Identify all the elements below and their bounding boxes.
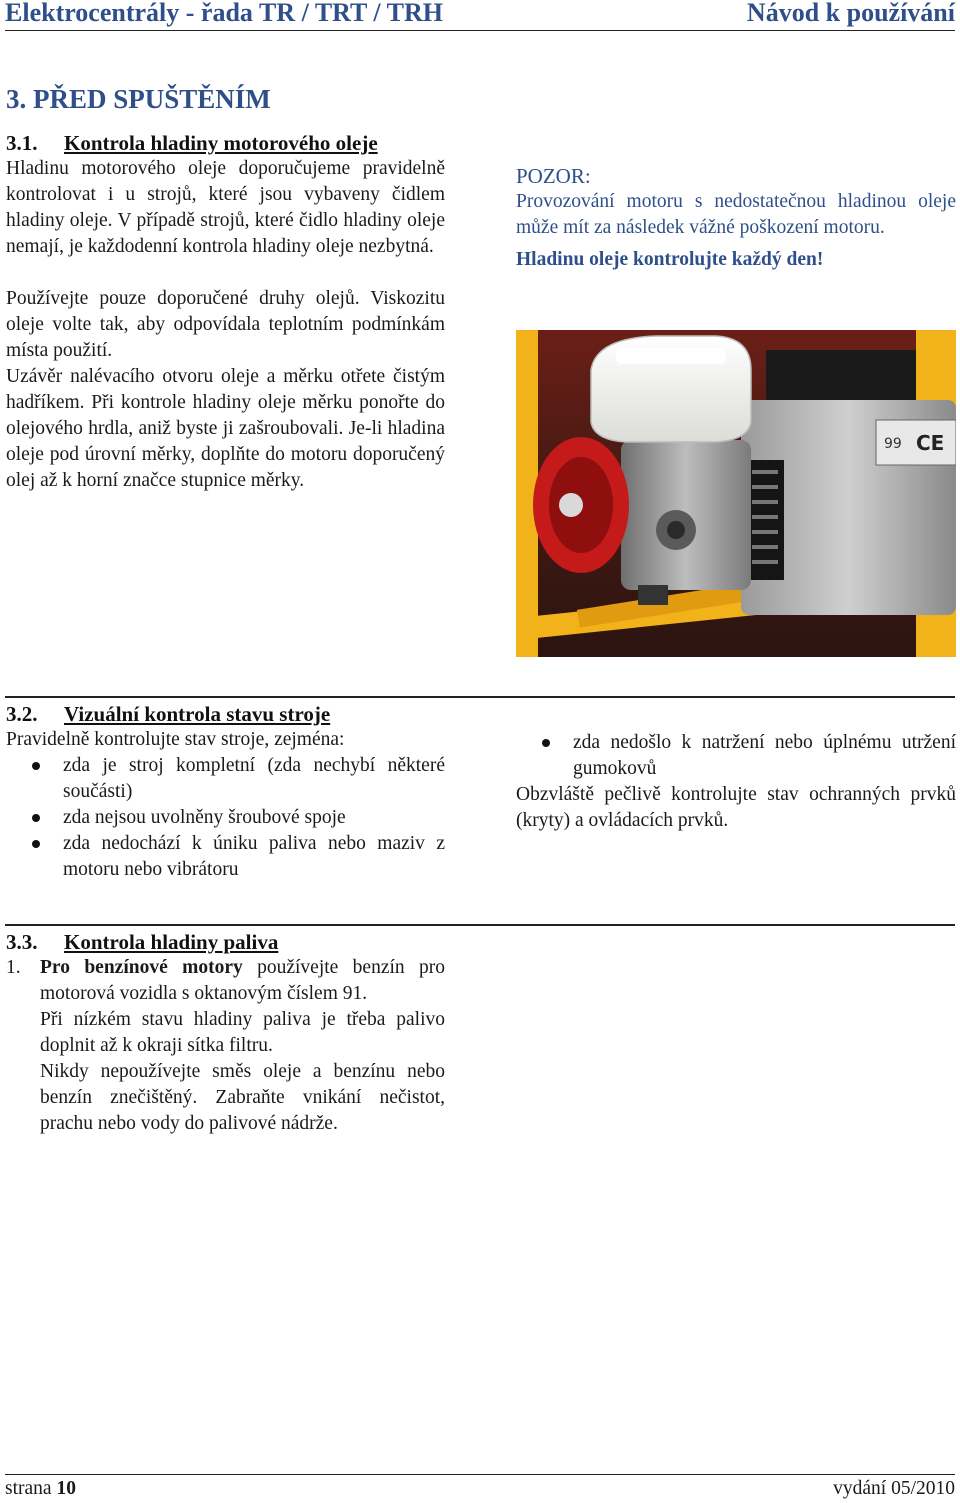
header-title: Elektrocentrály - řada TR / TRT / TRH	[5, 0, 443, 27]
section-3-1-paragraph-2: Používejte pouze doporučené druhy olejů. Viskozitu oleje volte tak, aby odpovídala teplotním podmínkám místa použití.	[6, 288, 445, 361]
bullet-icon	[32, 762, 40, 770]
footer-page-number: 10	[56, 1478, 76, 1499]
section-3-2-heading	[6, 702, 445, 727]
bullet-icon	[32, 840, 40, 848]
list-item: zda je stroj kompletní (zda nechybí některé součásti)	[6, 753, 445, 805]
fuel-text-1: používejte benzín pro motorová vozidla s oktanovým číslem 91.	[40, 957, 445, 1004]
section-3-1	[6, 131, 445, 494]
bullet-icon	[32, 814, 40, 822]
list-number: 1.	[6, 957, 21, 978]
section-3-2-list-right	[516, 730, 956, 782]
label-99: 99	[884, 436, 902, 452]
section-3-1-number: 3.1.	[6, 131, 38, 155]
section-3-2	[6, 702, 445, 883]
warning-title: POZOR:	[516, 164, 591, 188]
footer-page	[5, 1478, 76, 1500]
section-3-2-note: Obzvláště pečlivě kontrolujte stav ochranných prvků (kryty) a ovládacích prvků.	[516, 784, 956, 831]
page-footer	[5, 1474, 955, 1503]
generator-photo	[516, 330, 956, 657]
warning-bold-note: Hladinu oleje kontrolujte každý den!	[516, 249, 824, 270]
section-3-1-paragraph-3: Uzávěr nalévacího otvoru oleje a měrku otřete čistým hadříkem. Při kontrole hladiny oleje měrku ponořte do olejového hrdla, aniž byste ji zašroubovali. Je-li hladina oleje pod úrovní měrky, doplňte do motoru doporučený olej až k horní značce stupnice měrky.	[6, 366, 445, 491]
section-3-3-title: Kontrola hladiny paliva	[64, 930, 279, 954]
bullet-icon	[542, 739, 550, 747]
list-item	[6, 955, 445, 1137]
section-3-3-number: 3.3.	[6, 930, 38, 954]
footer-page-label: strana	[5, 1478, 52, 1499]
section-3-1-paragraph-1: Hladinu motorového oleje doporučujeme pravidelně kontrolovat i u strojů, které jsou vybaveny čidlem hladiny oleje. V případě strojů, které čidlo hladiny oleje nemají, je každodenní kontrola hladiny oleje nezbytná.	[6, 158, 445, 257]
section-3-3-heading	[6, 930, 445, 955]
section-3-1-title: Kontrola hladiny motorového oleje	[64, 131, 378, 155]
section-3-2-number: 3.2.	[6, 702, 38, 726]
fuel-lead-bold: Pro benzínové motory	[40, 957, 243, 978]
section-3-3	[6, 930, 445, 1137]
chapter-title: 3. PŘED SPUŠTĚNÍM	[6, 84, 271, 114]
section-3-2-title: Vizuální kontrola stavu stroje	[64, 702, 331, 726]
section-3-2-right	[516, 730, 956, 834]
warning-box	[516, 163, 956, 273]
section-3-3-list	[6, 955, 445, 1137]
label-ce: CE	[916, 431, 945, 455]
list-item: zda nedochází k úniku paliva nebo maziv z motoru nebo vibrátoru	[6, 831, 445, 883]
list-item: zda nejsou uvolněny šroubové spoje	[6, 805, 445, 831]
fuel-text-2: Při nízkém stavu hladiny paliva je třeba palivo doplnit až k okraji sítka filtru.	[40, 1009, 445, 1056]
divider-3-3	[5, 924, 955, 926]
section-3-2-list-left	[6, 753, 445, 883]
page-header	[5, 0, 955, 31]
footer-edition: vydání 05/2010	[833, 1478, 955, 1499]
header-doc-type: Návod k používání	[746, 0, 955, 27]
fuel-text-3: Nikdy nepoužívejte směs oleje a benzínu nebo benzín znečištěný. Zabraňte vnikání nečistot, prachu nebo vody do palivové nádrže.	[40, 1061, 445, 1134]
section-3-1-heading	[6, 131, 445, 156]
list-item: zda nedošlo k natržení nebo úplnému utržení gumokovů	[516, 730, 956, 782]
divider-3-2	[5, 696, 955, 698]
section-3-2-intro: Pravidelně kontrolujte stav stroje, zejména:	[6, 729, 345, 750]
warning-text: Provozování motoru s nedostatečnou hladinou oleje může mít za následek vážné poškození motoru.	[516, 191, 956, 238]
generator-illustration	[516, 330, 956, 657]
